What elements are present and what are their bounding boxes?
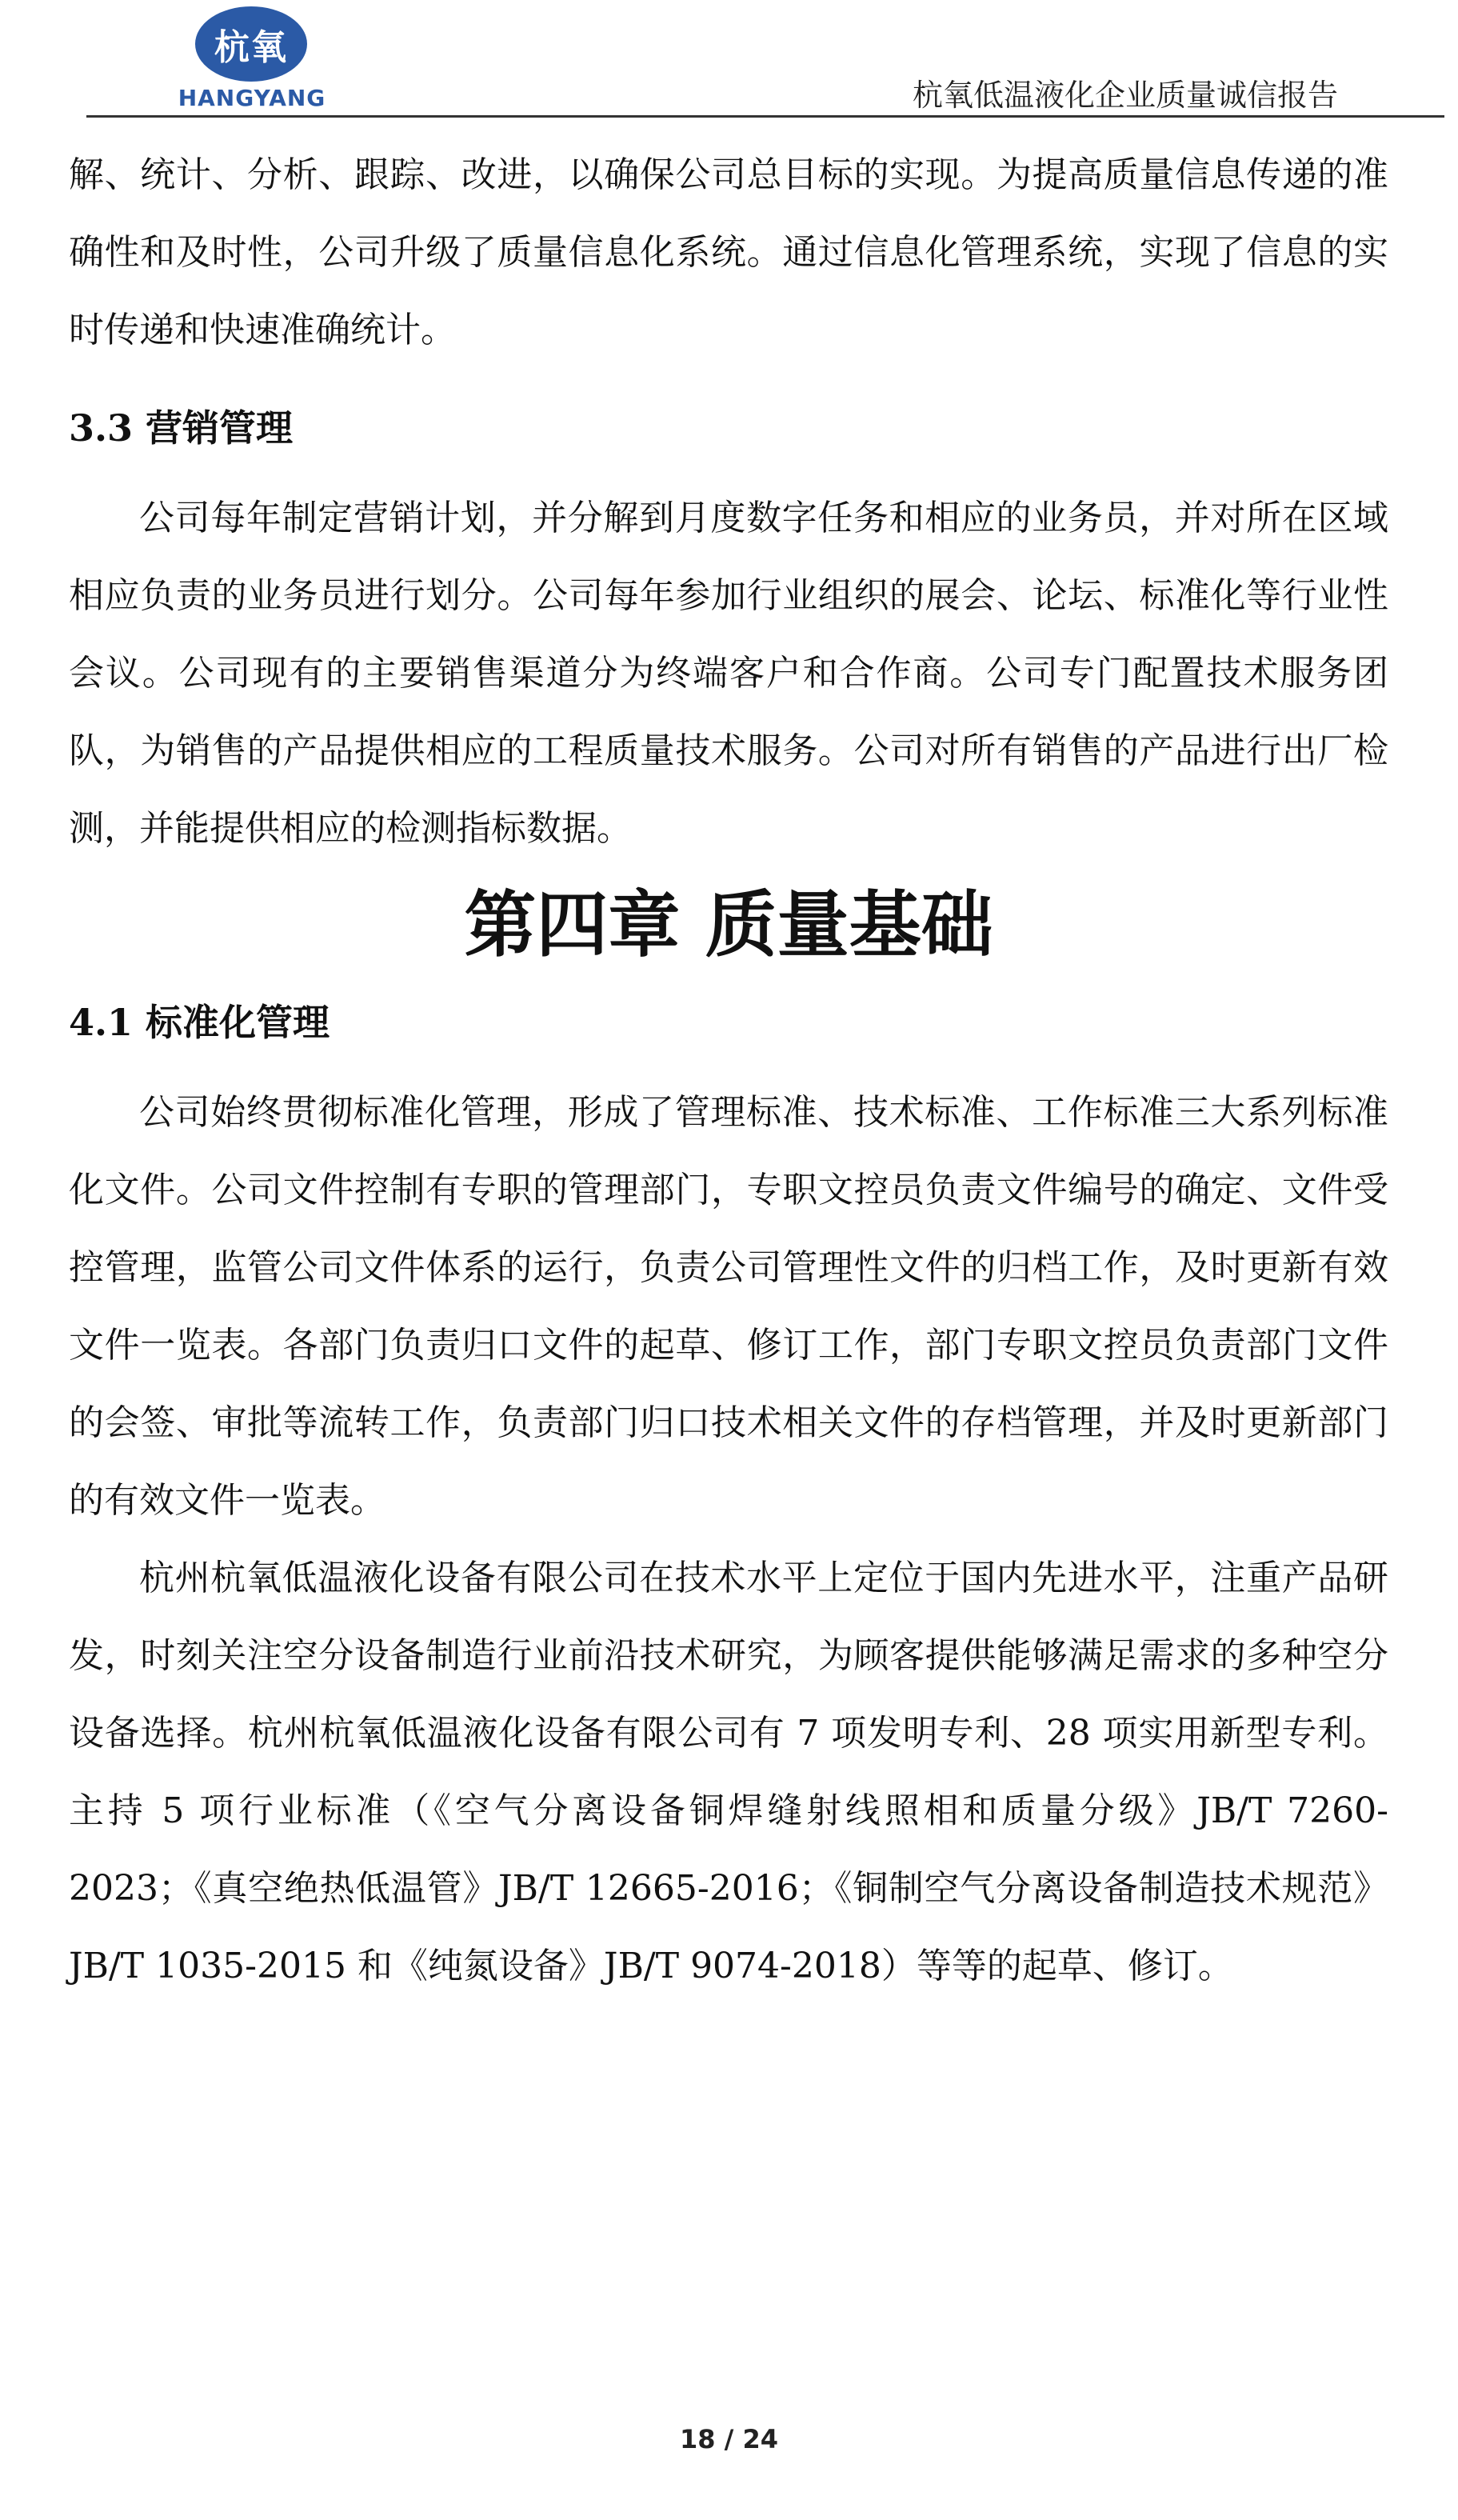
logo-mark: 杭氧: [214, 27, 288, 68]
logo-emblem: [195, 6, 307, 82]
report-title: 杭氧低温液化企业质量诚信报告: [912, 78, 1338, 113]
logo-wordmark: HANGYANG: [178, 85, 326, 111]
page-number: 18 / 24: [679, 2424, 779, 2454]
section-heading-3-3: 3.3 营销管理: [69, 406, 294, 450]
page-header: [0, 0, 1458, 120]
paragraph-technology: 杭州杭氧低温液化设备有限公司在技术水平上定位于国内先进水平，注重产品研发，时刻关注空分设备制造行业前沿技术研究，为顾客提供能够满足需求的多种空分设备选择。杭州杭氧低温液化设备有限公司有 7 项发明专利、28 项实用新型专利。主持 5 项行业标准（《空气分离设备铜焊缝射线照相和质量分级》JB/T 7260-2023；《真空绝热低温管》JB/T 12665-2016；《铜制空气分离设备制造技术规范》JB/T 1035-2015 和《纯氮设备》JB/T 9074-2018）等等的起草、修订。: [69, 1558, 1388, 1986]
section-heading-4-1: 4.1 标准化管理: [69, 1001, 330, 1044]
chapter-title: 第四章 质量基础: [464, 883, 993, 967]
page-content: [69, 136, 1388, 2005]
paragraph-continued: 解、统计、分析、跟踪、改进，以确保公司总目标的实现。为提高质量信息传递的准确性和及时性，公司升级了质量信息化系统。通过信息化管理系统，实现了信息的实时传递和快速准确统计。: [69, 154, 1388, 350]
paragraph-standardization: 公司始终贯彻标准化管理，形成了管理标准、技术标准、工作标准三大系列标准化文件。公司文件控制有专职的管理部门，专职文控员负责文件编号的确定、文件受控管理，监管公司文件体系的运行，负责公司管理性文件的归档工作，及时更新有效文件一览表。各部门负责归口文件的起草、修订工作，部门专职文控员负责部门文件的会签、审批等流转工作，负责部门归口技术相关文件的存档管理，并及时更新部门的有效文件一览表。: [69, 1092, 1388, 1521]
hangyang-logo: [160, 6, 344, 110]
paragraph-marketing: 公司每年制定营销计划，并分解到月度数字任务和相应的业务员，并对所在区域相应负责的业务员进行划分。公司每年参加行业组织的展会、论坛、标准化等行业性会议。公司现有的主要销售渠道分为终端客户和合作商。公司专门配置技术服务团队，为销售的产品提供相应的工程质量技术服务。公司对所有销售的产品进行出厂检测，并能提供相应的检测指标数据。: [69, 498, 1388, 849]
header-divider: [86, 115, 1444, 118]
